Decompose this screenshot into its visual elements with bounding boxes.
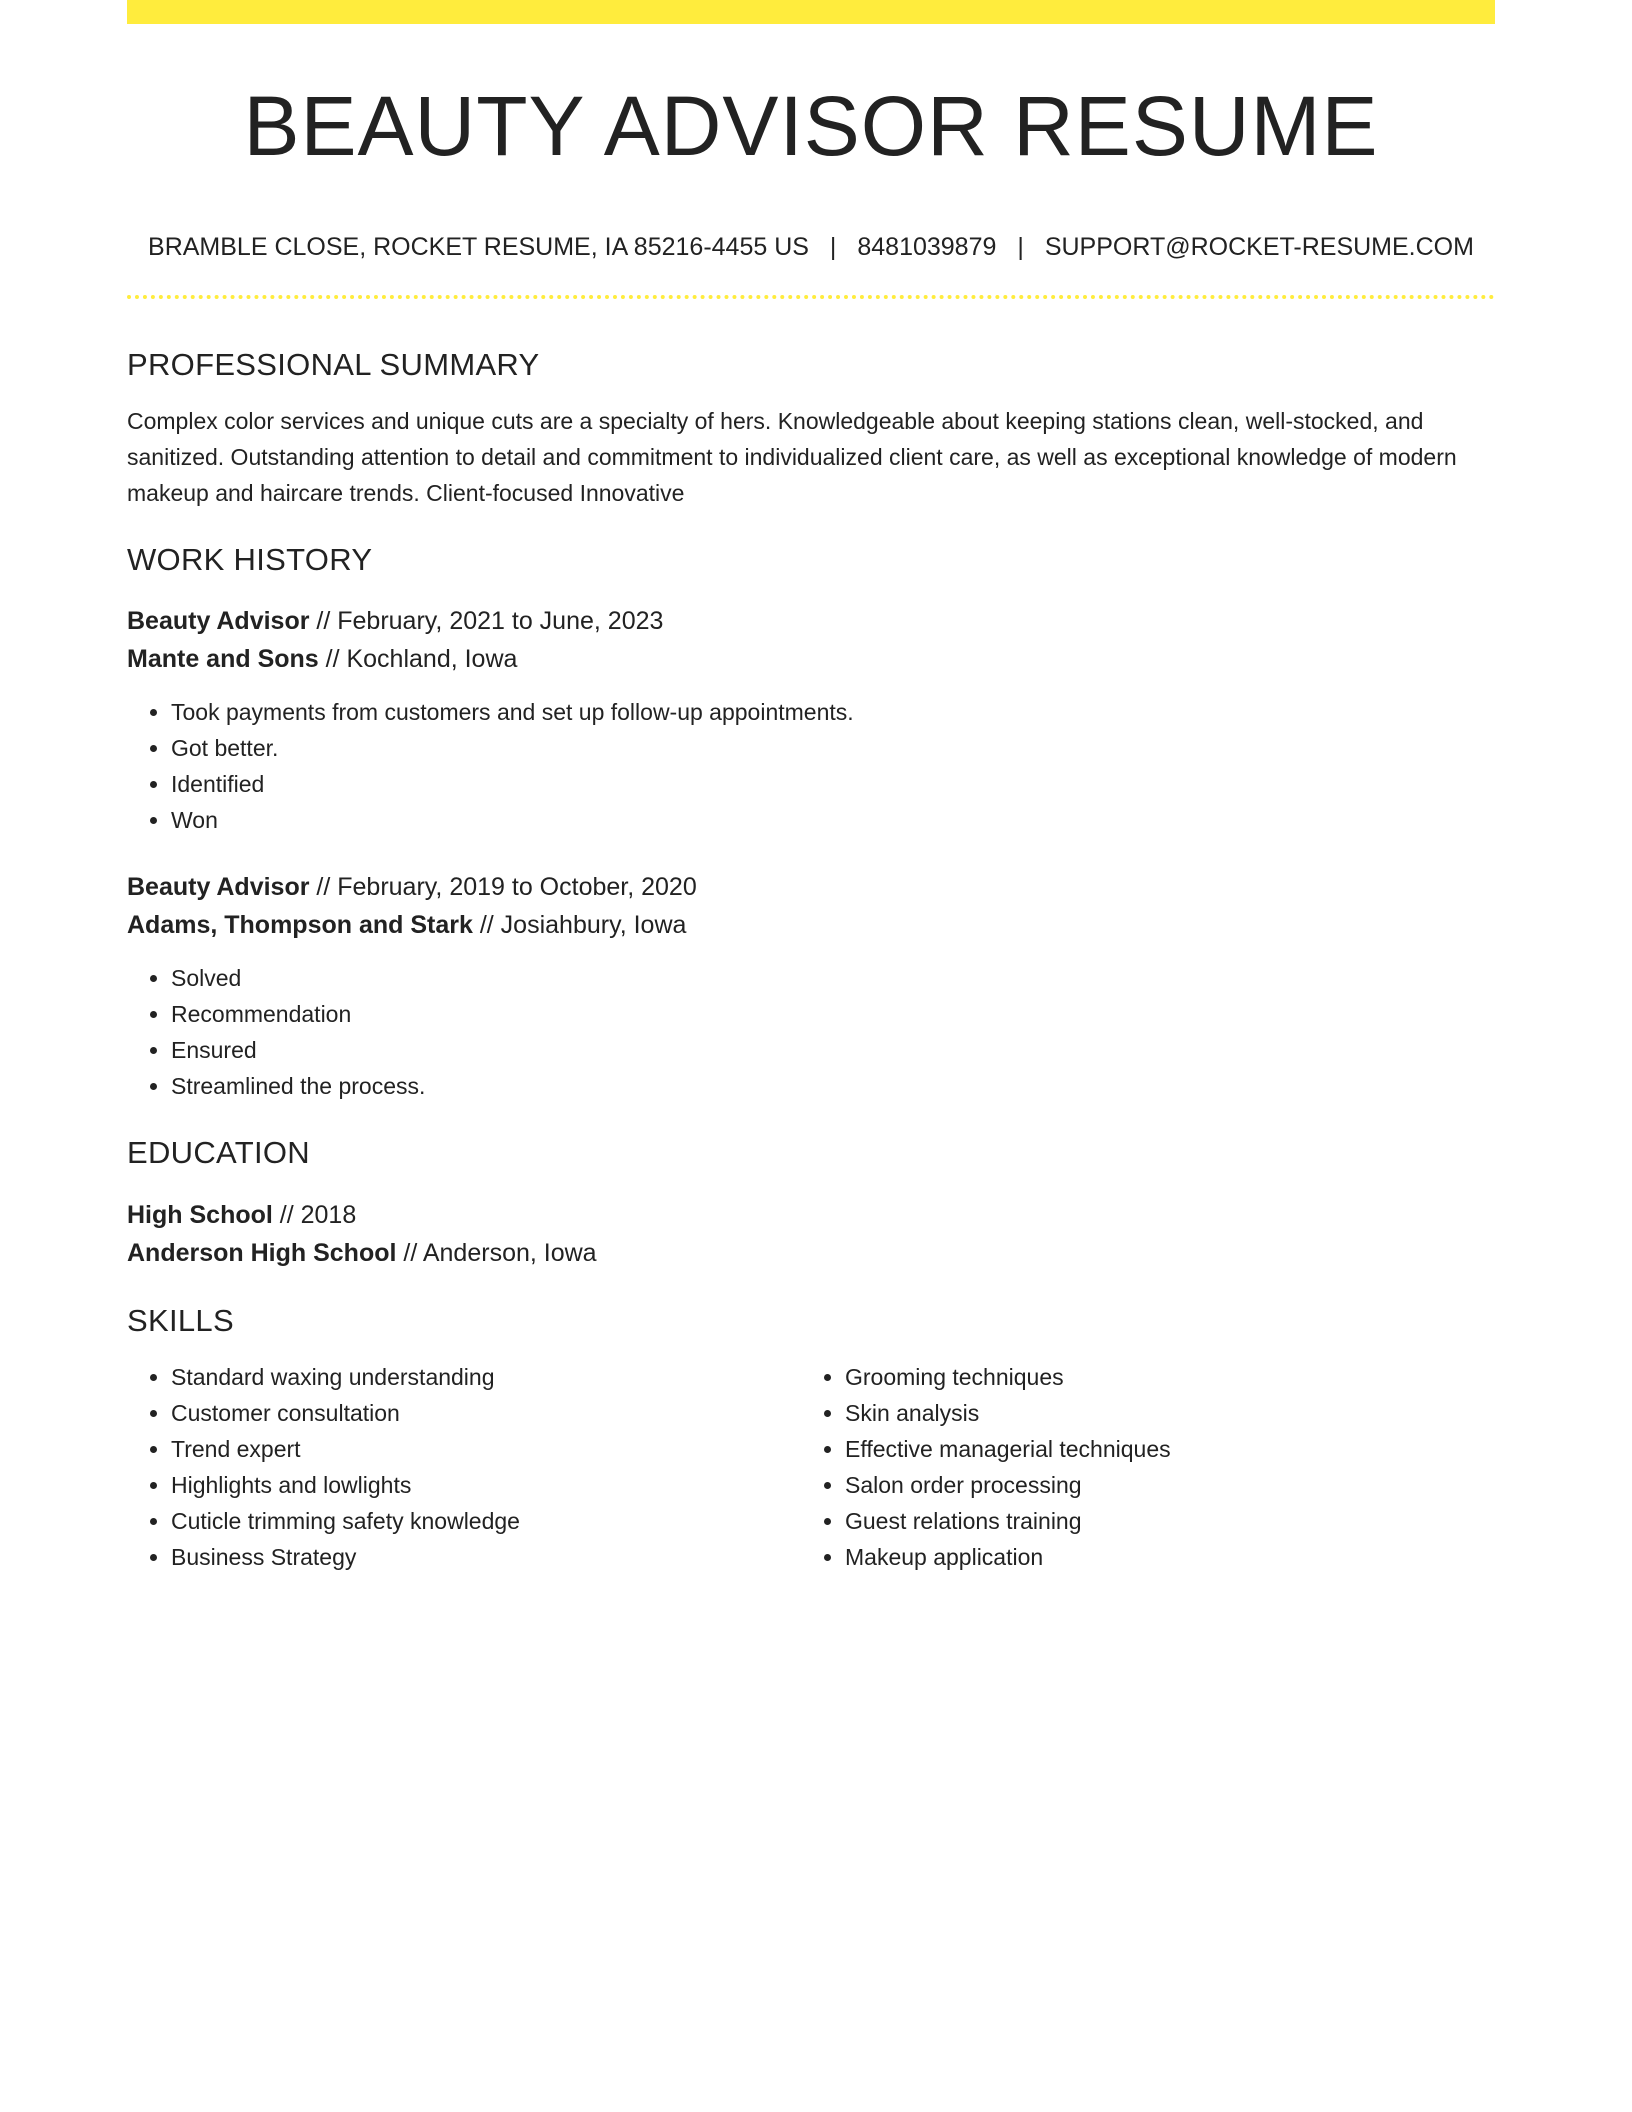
job-title-line (127, 602, 1495, 640)
list-item: • Grooming techniques (845, 1359, 1475, 1395)
contact-line (127, 232, 1495, 262)
summary-text: Complex color services and unique cuts are a specialty of hers. Knowledgeable about keeping stations clean, well-stocked, and sanitized. Outstanding attention to detail and commitment to individualized client care, as well as exceptional knowledge of modern makeup and haircare trends. Client-focused Innovative (127, 408, 1457, 507)
education-school-line (127, 1234, 1495, 1272)
dotted-divider (127, 295, 1495, 299)
list-item: • Business Strategy (171, 1539, 801, 1575)
contact-email: SUPPORT@ROCKET-RESUME.COM (1044, 233, 1474, 261)
list-item: • Identified (171, 766, 1495, 802)
contact-address: BRAMBLE CLOSE, ROCKET RESUME, IA 85216-4455 US (148, 233, 809, 261)
summary-heading: PROFESSIONAL SUMMARY (127, 347, 540, 382)
job-company-line (127, 906, 1495, 944)
list-item: • Won (171, 802, 1495, 838)
contact-separator: | (1017, 233, 1024, 261)
job-company-line (127, 640, 1495, 678)
list-item: • Effective managerial techniques (845, 1431, 1475, 1467)
contact-separator: | (829, 233, 837, 261)
skills-columns (127, 1359, 1495, 1575)
job-title: Beauty Advisor (127, 873, 310, 902)
list-item: • Ensured (171, 1032, 1495, 1068)
education-year: // 2018 (272, 1200, 357, 1229)
list-item: • Customer consultation (171, 1395, 801, 1431)
resume-title: BEAUTY ADVISOR RESUME (243, 79, 1379, 173)
job-location: // Kochland, Iowa (318, 645, 518, 674)
job-bullets (171, 694, 1495, 838)
list-item: • Recommendation (171, 996, 1495, 1032)
job-company: Mante and Sons (127, 645, 319, 674)
resume-page (127, 0, 1495, 1575)
education-degree: High School (127, 1200, 273, 1229)
list-item: • Makeup application (845, 1539, 1475, 1575)
skills-list-right (845, 1359, 1475, 1575)
job-title-line (127, 868, 1495, 906)
education-school: Anderson High School (127, 1238, 397, 1267)
work-history-heading: WORK HISTORY (127, 542, 373, 578)
education-heading: EDUCATION (127, 1135, 310, 1171)
list-item: • Took payments from customers and set up follow-up appointments. (171, 694, 1495, 730)
skills-list-left (171, 1359, 801, 1575)
education-degree-line (127, 1196, 1495, 1234)
job-title: Beauty Advisor (127, 607, 310, 636)
list-item: • Standard waxing understanding (171, 1359, 801, 1395)
list-item: • Skin analysis (845, 1395, 1475, 1431)
contact-phone: 8481039879 (857, 233, 997, 261)
job-bullets (171, 960, 1495, 1104)
list-item: • Got better. (171, 730, 1495, 766)
list-item: • Guest relations training (845, 1503, 1475, 1539)
skills-heading: SKILLS (127, 1302, 234, 1338)
top-accent-bar (127, 0, 1495, 24)
job-location: // Josiahbury, Iowa (472, 911, 687, 940)
list-item: • Streamlined the process. (171, 1068, 1495, 1104)
job-dates: // February, 2021 to June, 2023 (309, 607, 664, 636)
list-item: • Solved (171, 960, 1495, 996)
list-item: • Highlights and lowlights (171, 1467, 801, 1503)
list-item: • Salon order processing (845, 1467, 1475, 1503)
job-dates: // February, 2019 to October, 2020 (309, 873, 697, 902)
job-company: Adams, Thompson and Stark (127, 911, 473, 940)
list-item: • Cuticle trimming safety knowledge (171, 1503, 801, 1539)
education-location: // Anderson, Iowa (396, 1238, 597, 1267)
list-item: • Trend expert (171, 1431, 801, 1467)
